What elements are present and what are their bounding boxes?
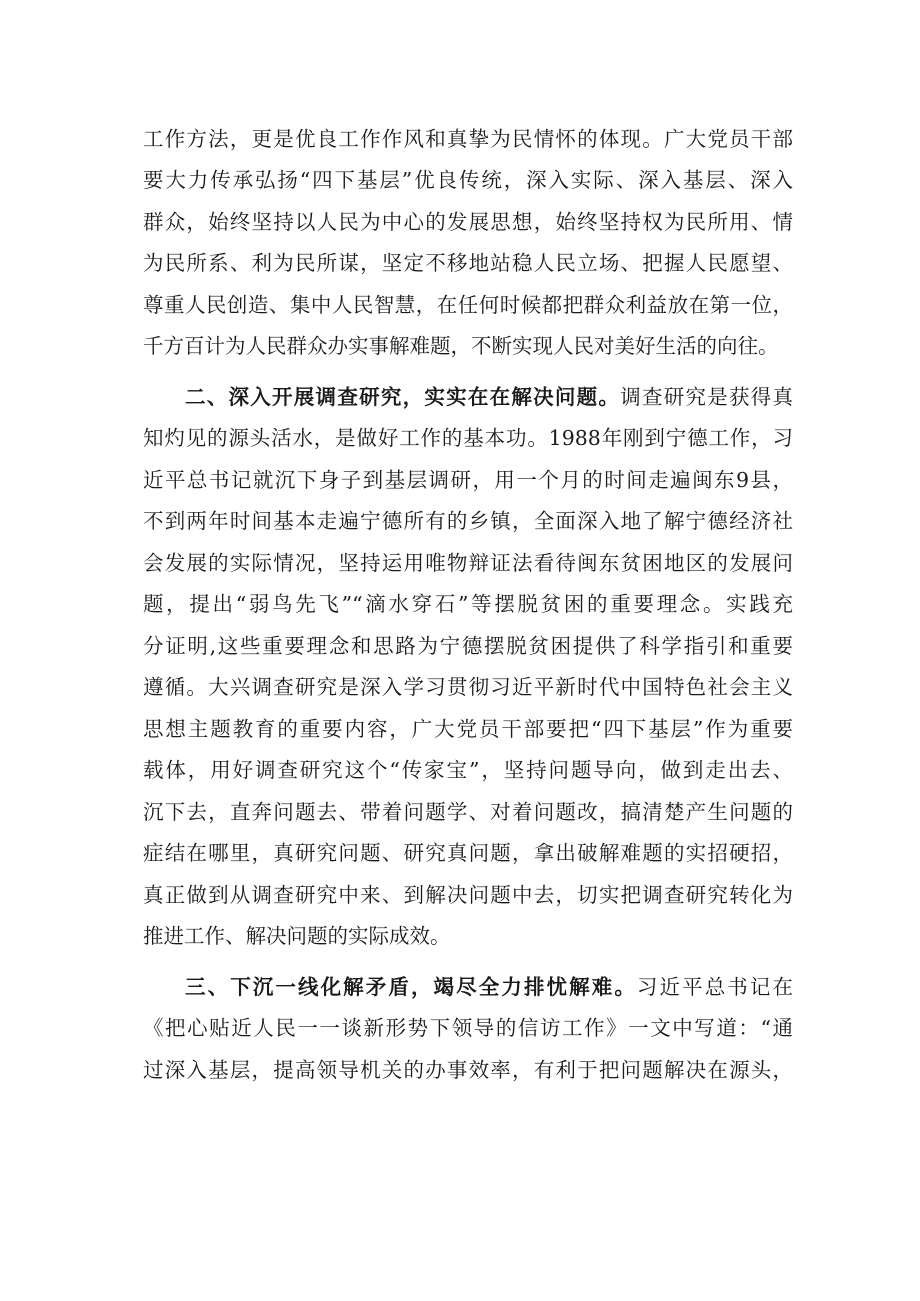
body-text-line: 真正做到从调查研究中来、到解决问题中去，切实把调查研究转化为 xyxy=(143,883,793,907)
body-text-line: 近平总书记就沉下身子到基层调研，用一个月的时间走遍闽东9县， xyxy=(143,468,793,492)
body-text-line: 症结在哪里，真研究问题、研究真问题，拿出破解难题的实招硬招， xyxy=(143,841,793,865)
body-text-run: 调查研究是获得真 xyxy=(620,385,794,409)
body-text-line: 过深入基层，提高领导机关的办事效率，有利于把问题解决在源头， xyxy=(143,1058,793,1082)
section-heading-line xyxy=(185,385,793,409)
body-text-line: 不到两年时间基本走遍宁德所有的乡镇，全面深入地了解宁德经济社 xyxy=(143,509,793,533)
body-text-line: 为民所系、利为民所谋，坚定不移地站稳人民立场、把握人民愿望、 xyxy=(143,251,793,275)
body-text-line: 思想主题教育的重要内容，广大党员干部要把“四下基层”作为重要 xyxy=(143,717,793,741)
body-text-line: 题，提出“弱鸟先飞”“滴水穿石”等摆脱贫困的重要理念。实践充 xyxy=(143,592,793,616)
body-text-run: 习近平总书记在 xyxy=(636,975,793,999)
body-text-line: 遵循。大兴调查研究是深入学习贯彻习近平新时代中国特色社会主义 xyxy=(143,675,793,699)
body-text-line: 推进工作、解决问题的实际成效。 xyxy=(143,924,451,948)
body-text-line: 会发展的实际情况，坚持运用唯物辩证法看待闽东贫困地区的发展问 xyxy=(143,551,793,575)
body-text-line: 工作方法，更是优良工作作风和真挚为民情怀的体现。广大党员干部 xyxy=(143,127,793,151)
body-text-line: 沉下去，直奔问题去、带着问题学、对着问题改，搞清楚产生问题的 xyxy=(143,800,793,824)
body-text-line: 载体，用好调查研究这个“传家宝”，坚持问题导向，做到走出去、 xyxy=(143,758,793,782)
section-heading: 三、下沉一线化解矛盾，竭尽全力排忧解难。 xyxy=(185,975,637,999)
body-text-line: 千方百计为人民群众办实事解难题，不断实现人民对美好生活的向往。 xyxy=(143,334,779,358)
body-text-line: 分证明,这些重要理念和思路为宁德摆脱贫困提供了科学指引和重要 xyxy=(143,634,793,658)
body-text-line: 知灼见的源头活水，是做好工作的基本功。1988年刚到宁德工作，习 xyxy=(143,426,793,450)
section-heading: 二、深入开展调查研究，实实在在解决问题。 xyxy=(185,385,621,409)
body-text-line: 要大力传承弘扬“四下基层”优良传统，深入实际、深入基层、深入 xyxy=(143,168,793,192)
section-heading-line xyxy=(185,975,793,999)
body-text-line: 《把心贴近人民一一谈新形势下领导的信访工作》一文中写道：“通 xyxy=(143,1016,793,1040)
body-text-line: 群众，始终坚持以人民为中心的发展思想，始终坚持权为民所用、情 xyxy=(143,210,793,234)
body-text-line: 尊重人民创造、集中人民智慧，在任何时候都把群众利益放在第一位， xyxy=(143,293,793,317)
